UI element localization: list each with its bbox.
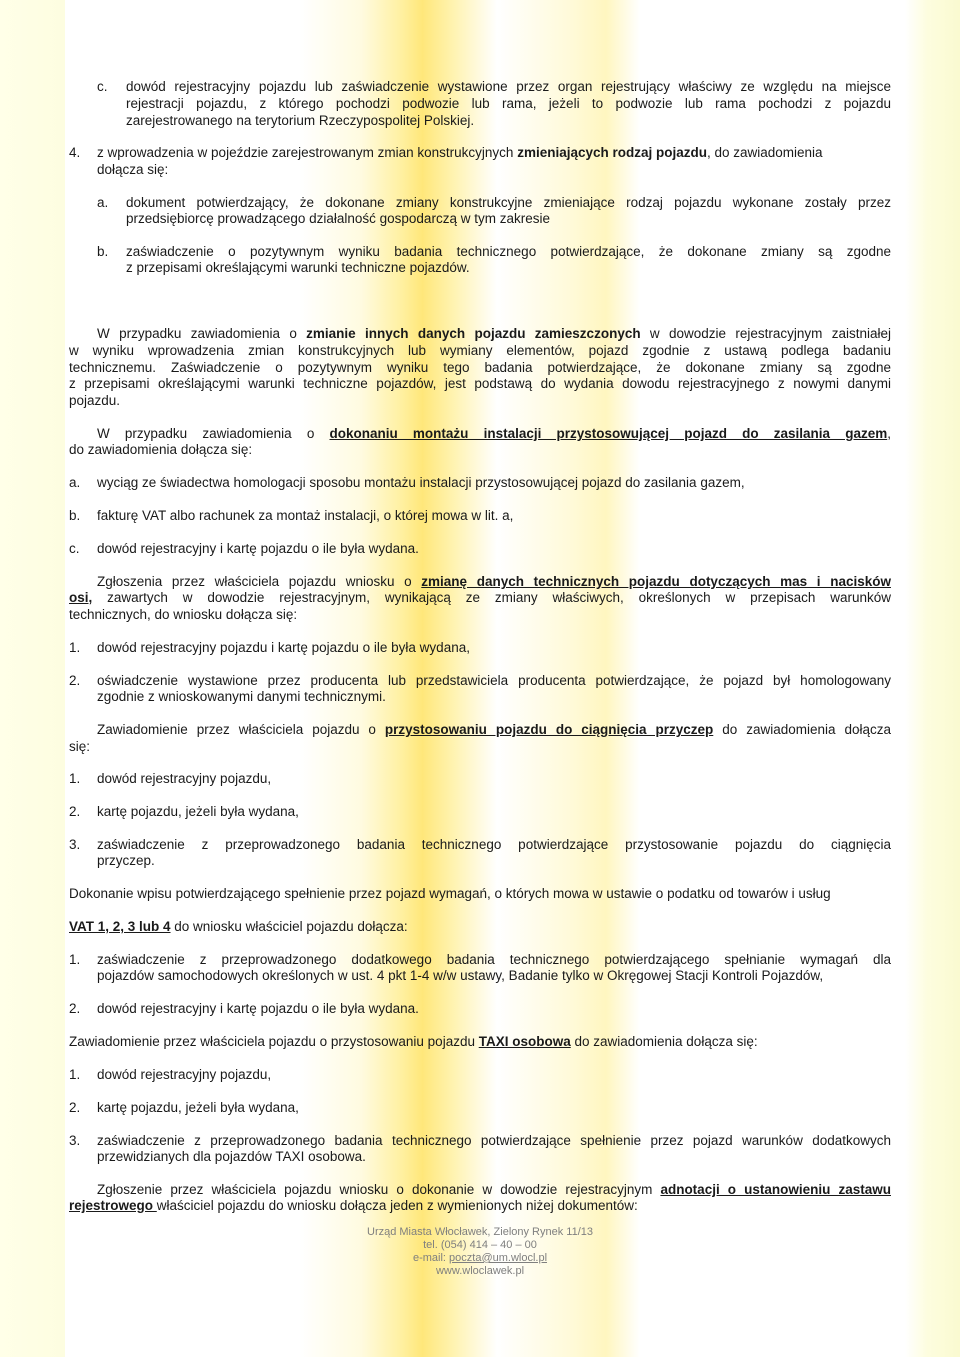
underlined-bold-text: TAXI osobowa xyxy=(478,1034,571,1049)
underlined-bold-text: VAT 1, 2, 3 lub 4 xyxy=(69,919,171,934)
paragraph-line: z przepisami określającymi warunki techniczne pojazdów, jest podstawą do wydania dowodu rejestracyjnego z nowymi danymi xyxy=(69,376,891,391)
paragraph-line xyxy=(69,1034,758,1050)
paragraph-line xyxy=(69,919,408,935)
paragraph-line: technicznemu. Zaświadczenie o pozytywnym wyniku tego badania potwierdzające, że dokonane zmiany są zgodne xyxy=(69,360,891,375)
underlined-bold-text: rejestrowego xyxy=(69,1198,157,1213)
list-marker: c. xyxy=(69,541,80,556)
paragraph-line: zaświadczenie o pozytywnym wyniku badania technicznego potwierdzające, że dokonane zmiany są zgodne xyxy=(126,244,891,259)
list-item: wyciąg ze świadectwa homologacji sposobu montażu instalacji przystosowującej pojazd do zasilania gazem, xyxy=(97,475,745,490)
underlined-bold-text: przystosowaniu pojazdu do ciągnięcia przyczep xyxy=(384,722,714,737)
paragraph-line: pojazdu. xyxy=(69,393,121,408)
paragraph-line xyxy=(97,574,891,590)
paragraph-line: dokument potwierdzający, że dokonane zmiany konstrukcyjne zmieniające rodzaj pojazdu wykonane zostały przez xyxy=(126,195,891,210)
underlined-bold-text: zmianę danych technicznych pojazdu dotyczących mas i nacisków xyxy=(421,574,891,589)
paragraph-line xyxy=(97,426,891,442)
list-item: fakturę VAT albo rachunek za montaż instalacji, o której mowa w lit. a, xyxy=(97,508,514,523)
text: do zawiadomienia dołącza xyxy=(713,722,891,737)
list-marker: c. xyxy=(97,79,108,94)
list-marker: 4. xyxy=(69,145,81,160)
underlined-bold-text: dokonaniu montażu instalacji przystosowującej pojazd do zasilania gazem xyxy=(329,426,888,441)
paragraph-line: w wyniku wprowadzenia zmian konstrukcyjnych lub wymiany elementów, pojazd zgodnie z ustawą podlega badaniu xyxy=(69,343,891,358)
paragraph-line: technicznych, do wniosku dołącza się: xyxy=(69,607,298,622)
paragraph-line: dowód rejestracyjny pojazdu lub zaświadczenie wystawione przez organ rejestrujący właściwy ze względu na miejsce xyxy=(126,79,891,94)
paragraph-line: przedsiębiorcę prowadzącego działalność gospodarczą w tym zakresie xyxy=(126,211,550,226)
list-item: dowód rejestracyjny i kartę pojazdu o ile była wydana. xyxy=(97,1001,419,1016)
list-marker: b. xyxy=(97,244,109,259)
list-item: dowód rejestracyjny i kartę pojazdu o ile była wydana. xyxy=(97,541,419,556)
list-item: przyczep. xyxy=(97,853,155,868)
paragraph-line: Dokonanie wpisu potwierdzającego spełnienie przez pojazd wymagań, o których mowa w ustawie o podatku od towarów i usług xyxy=(69,886,831,901)
list-item: dowód rejestracyjny pojazdu i kartę pojazdu o ile była wydana, xyxy=(97,640,470,655)
footer-website-link[interactable]: www.wloclawek.pl xyxy=(435,1265,525,1277)
list-marker: a. xyxy=(69,475,81,490)
paragraph-line: się: xyxy=(69,739,91,754)
footer-email xyxy=(0,1252,960,1265)
text: zawartych w dowodzie rejestracyjnym, wynikającą ze zmiany właściwych, określonych w przepisach warunków xyxy=(92,590,891,605)
text: w dowodzie rejestracyjnym zaistniałej xyxy=(640,326,891,341)
list-item: zaświadczenie z przeprowadzonego badania technicznego potwierdzające spełnienie przez pojazd warunków dodatkowych xyxy=(97,1133,891,1148)
list-item: zgodnie z wnioskowanymi danymi technicznymi. xyxy=(97,689,386,704)
list-item: przewidzianych dla pojazdów TAXI osobowa. xyxy=(97,1149,366,1164)
list-marker: 1. xyxy=(69,771,81,786)
list-item: zaświadczenie z przeprowadzonego badania technicznego potwierdzające przystosowanie pojazdu do ciągnięcia xyxy=(97,837,891,852)
footer-phone: tel. (054) 414 – 40 – 00 xyxy=(423,1239,537,1251)
list-item: dowód rejestracyjny pojazdu, xyxy=(97,1067,272,1082)
list-marker: 2. xyxy=(69,804,81,819)
bold-text: zmianie innych danych pojazdu zamieszczonych xyxy=(306,326,641,341)
list-item: oświadczenie wystawione przez producenta lub przedstawiciela producenta potwierdzające, że pojazd był homologowany xyxy=(97,673,891,688)
paragraph-line: dołącza się: xyxy=(97,162,169,177)
paragraph-line: do zawiadomienia dołącza się: xyxy=(69,442,253,457)
text: W przypadku zawiadomienia o xyxy=(97,326,307,341)
text: Zgłoszenie przez właściciela pojazdu wniosku o dokonanie w dowodzie rejestracyjnym xyxy=(97,1182,661,1197)
paragraph-line xyxy=(69,590,891,606)
underlined-bold-text: adnotacji o ustanowieniu zastawu xyxy=(660,1182,891,1197)
paragraph-line: z przepisami określającymi warunki techniczne pojazdów. xyxy=(126,260,470,275)
paragraph-line xyxy=(97,1182,891,1198)
list-marker: b. xyxy=(69,508,81,523)
text: Zawiadomienie przez właściciela pojazdu o przystosowaniu pojazdu xyxy=(69,1034,479,1049)
paragraph-line xyxy=(69,1198,638,1214)
list-item: dowód rejestracyjny pojazdu, xyxy=(97,771,272,786)
list-marker: a. xyxy=(97,195,109,210)
text: Zawiadomienie przez właściciela pojazdu o xyxy=(97,722,385,737)
footer-address: Urząd Miasta Włocławek, Zielony Rynek 11/13 xyxy=(367,1226,593,1238)
paragraph-line xyxy=(97,722,891,738)
list-marker: 1. xyxy=(69,1067,81,1082)
bold-text: zmieniających rodzaj pojazdu xyxy=(517,145,707,160)
text: z wprowadzenia w pojeździe zarejestrowanym zmian konstrukcyjnych xyxy=(97,145,518,160)
text: do zawiadomienia dołącza się: xyxy=(570,1034,758,1049)
list-marker: 1. xyxy=(69,640,81,655)
list-marker: 2. xyxy=(69,673,81,688)
text: do wniosku właściciel pojazdu dołącza: xyxy=(170,919,408,934)
list-marker: 3. xyxy=(69,1133,81,1148)
text: właściciel pojazdu do wniosku dołącza jeden z wymienionych niżej dokumentów: xyxy=(156,1198,638,1213)
list-item: kartę pojazdu, jeżeli była wydana, xyxy=(97,1100,299,1115)
text: , xyxy=(887,426,891,441)
footer-email-label: e-mail: xyxy=(412,1252,450,1264)
paragraph-line: rejestracji pojazdu, z którego pochodzi podwozie lub rama, jeżeli to podwozie lub rama pochodzi z pojazdu xyxy=(126,96,891,111)
list-item: kartę pojazdu, jeżeli była wydana, xyxy=(97,804,299,819)
list-marker: 1. xyxy=(69,952,81,967)
list-item: zaświadczenie z przeprowadzonego dodatkowego badania technicznego potwierdzającego spełnianie wymagań dla xyxy=(97,952,891,967)
footer-email-link[interactable]: poczta@um.wlocl.pl xyxy=(449,1252,548,1264)
list-marker: 2. xyxy=(69,1100,81,1115)
paragraph-line: zarejestrowanego na terytorium Rzeczypospolitej Polskiej. xyxy=(126,113,475,128)
paragraph-line xyxy=(97,326,891,342)
underlined-bold-text: osi, xyxy=(69,590,93,605)
text: , do zawiadomienia xyxy=(707,145,823,160)
list-item: pojazdów samochodowych określonych w ust. 4 pkt 1-4 w/w ustawy, Badanie tylko w Okręgowej Stacji Kontroli Pojazdów, xyxy=(97,968,824,983)
list-marker: 2. xyxy=(69,1001,81,1016)
text: W przypadku zawiadomienia o xyxy=(97,426,330,441)
list-marker: 3. xyxy=(69,837,81,852)
paragraph-line xyxy=(97,145,823,161)
text: Zgłoszenia przez właściciela pojazdu wniosku o xyxy=(97,574,422,589)
